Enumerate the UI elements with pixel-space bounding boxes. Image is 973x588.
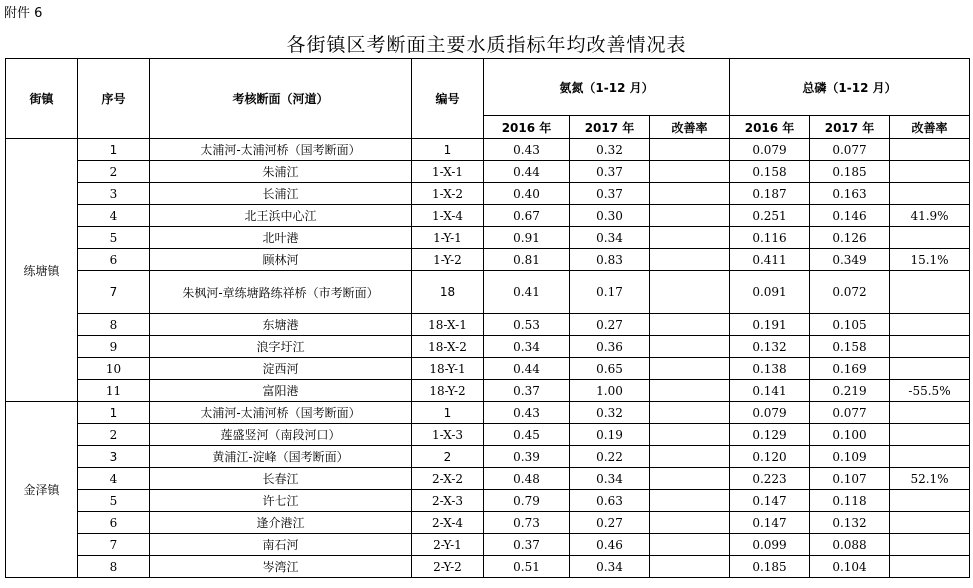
header-section: 考核断面（河道） xyxy=(150,59,412,139)
header-phosphorus-improve: 改善率 xyxy=(890,116,970,139)
ammonia-improve-cell xyxy=(650,468,730,490)
ammonia-improve-cell xyxy=(650,402,730,424)
ammonia-improve-cell xyxy=(650,227,730,249)
phosphorus-2016-cell: 0.147 xyxy=(730,490,810,512)
code-cell: 1-X-3 xyxy=(412,424,484,446)
phosphorus-2016-cell: 0.411 xyxy=(730,249,810,271)
phosphorus-2016-cell: 0.251 xyxy=(730,205,810,227)
phosphorus-2017-cell: 0.072 xyxy=(810,271,890,314)
ammonia-improve-cell xyxy=(650,534,730,556)
ammonia-improve-cell xyxy=(650,424,730,446)
ammonia-improve-cell xyxy=(650,249,730,271)
ammonia-improve-cell xyxy=(650,446,730,468)
code-cell: 1-Y-2 xyxy=(412,249,484,271)
ammonia-2017-cell: 0.83 xyxy=(570,249,650,271)
ammonia-2017-cell: 0.34 xyxy=(570,227,650,249)
header-ammonia: 氨氮（1-12 月） xyxy=(484,59,730,116)
ammonia-2016-cell: 0.41 xyxy=(484,271,570,314)
ammonia-2017-cell: 0.30 xyxy=(570,205,650,227)
ammonia-2017-cell: 0.22 xyxy=(570,446,650,468)
code-cell: 2 xyxy=(412,446,484,468)
ammonia-2017-cell: 0.32 xyxy=(570,139,650,161)
seq-cell: 6 xyxy=(78,249,150,271)
header-phosphorus-2017: 2017 年 xyxy=(810,116,890,139)
phosphorus-improve-cell: 15.1% xyxy=(890,249,970,271)
section-name-cell: 长春江 xyxy=(150,468,412,490)
code-cell: 2-Y-2 xyxy=(412,556,484,578)
table-body xyxy=(6,139,970,578)
phosphorus-improve-cell xyxy=(890,183,970,205)
phosphorus-2017-cell: 0.146 xyxy=(810,205,890,227)
table-row xyxy=(6,446,970,468)
phosphorus-improve-cell xyxy=(890,271,970,314)
phosphorus-2016-cell: 0.099 xyxy=(730,534,810,556)
ammonia-2016-cell: 0.67 xyxy=(484,205,570,227)
seq-cell: 2 xyxy=(78,161,150,183)
phosphorus-2017-cell: 0.077 xyxy=(810,402,890,424)
phosphorus-2016-cell: 0.191 xyxy=(730,314,810,336)
seq-cell: 3 xyxy=(78,446,150,468)
ammonia-2016-cell: 0.51 xyxy=(484,556,570,578)
ammonia-improve-cell xyxy=(650,139,730,161)
table-row xyxy=(6,271,970,314)
header-ammonia-2017: 2017 年 xyxy=(570,116,650,139)
ammonia-2016-cell: 0.44 xyxy=(484,161,570,183)
code-cell: 1-X-1 xyxy=(412,161,484,183)
ammonia-2016-cell: 0.53 xyxy=(484,314,570,336)
code-cell: 2-X-3 xyxy=(412,490,484,512)
phosphorus-2017-cell: 0.169 xyxy=(810,358,890,380)
phosphorus-improve-cell: -55.5% xyxy=(890,380,970,402)
section-name-cell: 南石河 xyxy=(150,534,412,556)
table-row xyxy=(6,402,970,424)
ammonia-improve-cell xyxy=(650,490,730,512)
phosphorus-improve-cell xyxy=(890,556,970,578)
ammonia-2017-cell: 0.63 xyxy=(570,490,650,512)
ammonia-2017-cell: 0.32 xyxy=(570,402,650,424)
section-name-cell: 北王浜中心江 xyxy=(150,205,412,227)
header-phosphorus-2016: 2016 年 xyxy=(730,116,810,139)
table-row xyxy=(6,380,970,402)
table-row xyxy=(6,227,970,249)
page-title: 各街镇区考断面主要水质指标年均改善情况表 xyxy=(286,34,687,56)
code-cell: 18-X-1 xyxy=(412,314,484,336)
ammonia-2017-cell: 0.37 xyxy=(570,161,650,183)
seq-cell: 1 xyxy=(78,139,150,161)
table-row xyxy=(6,468,970,490)
phosphorus-improve-cell xyxy=(890,534,970,556)
phosphorus-improve-cell xyxy=(890,512,970,534)
code-cell: 18-Y-2 xyxy=(412,380,484,402)
seq-cell: 7 xyxy=(78,271,150,314)
ammonia-2016-cell: 0.37 xyxy=(484,534,570,556)
phosphorus-improve-cell xyxy=(890,446,970,468)
section-name-cell: 浪字圩江 xyxy=(150,336,412,358)
section-name-cell: 岑湾江 xyxy=(150,556,412,578)
ammonia-improve-cell xyxy=(650,161,730,183)
seq-cell: 4 xyxy=(78,468,150,490)
phosphorus-2017-cell: 0.158 xyxy=(810,336,890,358)
phosphorus-2016-cell: 0.116 xyxy=(730,227,810,249)
ammonia-improve-cell xyxy=(650,205,730,227)
table-row xyxy=(6,336,970,358)
seq-cell: 7 xyxy=(78,534,150,556)
ammonia-improve-cell xyxy=(650,336,730,358)
phosphorus-2017-cell: 0.132 xyxy=(810,512,890,534)
phosphorus-improve-cell xyxy=(890,227,970,249)
code-cell: 18-X-2 xyxy=(412,336,484,358)
code-cell: 1 xyxy=(412,402,484,424)
ammonia-2016-cell: 0.43 xyxy=(484,139,570,161)
code-cell: 18 xyxy=(412,271,484,314)
seq-cell: 3 xyxy=(78,183,150,205)
section-name-cell: 东塘港 xyxy=(150,314,412,336)
ammonia-2017-cell: 0.19 xyxy=(570,424,650,446)
phosphorus-improve-cell: 52.1% xyxy=(890,468,970,490)
phosphorus-2017-cell: 0.126 xyxy=(810,227,890,249)
code-cell: 1-Y-1 xyxy=(412,227,484,249)
seq-cell: 5 xyxy=(78,490,150,512)
section-name-cell: 富阳港 xyxy=(150,380,412,402)
header-phosphorus: 总磷（1-12 月） xyxy=(730,59,970,116)
code-cell: 2-X-2 xyxy=(412,468,484,490)
code-cell: 18-Y-1 xyxy=(412,358,484,380)
section-name-cell: 顾林河 xyxy=(150,249,412,271)
header-ammonia-improve: 改善率 xyxy=(650,116,730,139)
phosphorus-2016-cell: 0.187 xyxy=(730,183,810,205)
section-name-cell: 长浦江 xyxy=(150,183,412,205)
ammonia-2016-cell: 0.73 xyxy=(484,512,570,534)
phosphorus-improve-cell xyxy=(890,314,970,336)
seq-cell: 4 xyxy=(78,205,150,227)
ammonia-2017-cell: 0.27 xyxy=(570,512,650,534)
section-name-cell: 逢介港江 xyxy=(150,512,412,534)
phosphorus-2016-cell: 0.091 xyxy=(730,271,810,314)
phosphorus-2017-cell: 0.219 xyxy=(810,380,890,402)
ammonia-improve-cell xyxy=(650,314,730,336)
section-name-cell: 朱浦江 xyxy=(150,161,412,183)
ammonia-2017-cell: 0.17 xyxy=(570,271,650,314)
table-row xyxy=(6,314,970,336)
phosphorus-2016-cell: 0.129 xyxy=(730,424,810,446)
ammonia-improve-cell xyxy=(650,556,730,578)
phosphorus-2017-cell: 0.109 xyxy=(810,446,890,468)
code-cell: 2-X-4 xyxy=(412,512,484,534)
seq-cell: 11 xyxy=(78,380,150,402)
section-name-cell: 太浦河-太浦河桥（国考断面） xyxy=(150,139,412,161)
ammonia-2016-cell: 0.37 xyxy=(484,380,570,402)
seq-cell: 8 xyxy=(78,556,150,578)
phosphorus-2016-cell: 0.138 xyxy=(730,358,810,380)
ammonia-improve-cell xyxy=(650,358,730,380)
ammonia-2016-cell: 0.79 xyxy=(484,490,570,512)
seq-cell: 10 xyxy=(78,358,150,380)
section-name-cell: 许七江 xyxy=(150,490,412,512)
phosphorus-2016-cell: 0.158 xyxy=(730,161,810,183)
ammonia-2016-cell: 0.81 xyxy=(484,249,570,271)
phosphorus-2017-cell: 0.088 xyxy=(810,534,890,556)
ammonia-2017-cell: 0.37 xyxy=(570,183,650,205)
phosphorus-2017-cell: 0.104 xyxy=(810,556,890,578)
phosphorus-2016-cell: 0.147 xyxy=(730,512,810,534)
seq-cell: 5 xyxy=(78,227,150,249)
attachment-label: 附件 6 xyxy=(4,6,43,21)
phosphorus-improve-cell xyxy=(890,490,970,512)
town-cell: 练塘镇 xyxy=(6,139,78,402)
ammonia-2017-cell: 0.27 xyxy=(570,314,650,336)
table-row xyxy=(6,139,970,161)
ammonia-2016-cell: 0.34 xyxy=(484,336,570,358)
header-seq: 序号 xyxy=(78,59,150,139)
phosphorus-improve-cell xyxy=(890,358,970,380)
phosphorus-2016-cell: 0.185 xyxy=(730,556,810,578)
ammonia-2016-cell: 0.44 xyxy=(484,358,570,380)
ammonia-improve-cell xyxy=(650,512,730,534)
phosphorus-improve-cell xyxy=(890,424,970,446)
ammonia-2016-cell: 0.43 xyxy=(484,402,570,424)
table-row xyxy=(6,205,970,227)
table-row xyxy=(6,424,970,446)
phosphorus-2017-cell: 0.105 xyxy=(810,314,890,336)
header-town: 街镇 xyxy=(6,59,78,139)
ammonia-2017-cell: 0.36 xyxy=(570,336,650,358)
phosphorus-2016-cell: 0.141 xyxy=(730,380,810,402)
phosphorus-2016-cell: 0.132 xyxy=(730,336,810,358)
ammonia-2016-cell: 0.40 xyxy=(484,183,570,205)
ammonia-2016-cell: 0.45 xyxy=(484,424,570,446)
water-quality-table xyxy=(5,58,970,578)
header-code: 编号 xyxy=(412,59,484,139)
phosphorus-2016-cell: 0.079 xyxy=(730,139,810,161)
table-row xyxy=(6,183,970,205)
phosphorus-improve-cell xyxy=(890,161,970,183)
section-name-cell: 朱枫河-章练塘路练祥桥（市考断面） xyxy=(150,271,412,314)
ammonia-2017-cell: 1.00 xyxy=(570,380,650,402)
table-row xyxy=(6,490,970,512)
table-row xyxy=(6,512,970,534)
ammonia-2016-cell: 0.91 xyxy=(484,227,570,249)
section-name-cell: 莲盛竖河（南段河口） xyxy=(150,424,412,446)
phosphorus-2017-cell: 0.100 xyxy=(810,424,890,446)
ammonia-2017-cell: 0.34 xyxy=(570,556,650,578)
phosphorus-2016-cell: 0.223 xyxy=(730,468,810,490)
table-row xyxy=(6,249,970,271)
seq-cell: 8 xyxy=(78,314,150,336)
seq-cell: 2 xyxy=(78,424,150,446)
phosphorus-2017-cell: 0.118 xyxy=(810,490,890,512)
code-cell: 1 xyxy=(412,139,484,161)
seq-cell: 9 xyxy=(78,336,150,358)
phosphorus-2017-cell: 0.185 xyxy=(810,161,890,183)
ammonia-2017-cell: 0.46 xyxy=(570,534,650,556)
code-cell: 1-X-2 xyxy=(412,183,484,205)
table-row xyxy=(6,534,970,556)
phosphorus-2017-cell: 0.107 xyxy=(810,468,890,490)
section-name-cell: 太浦河-太浦河桥（国考断面） xyxy=(150,402,412,424)
table-row xyxy=(6,358,970,380)
ammonia-2016-cell: 0.39 xyxy=(484,446,570,468)
code-cell: 2-Y-1 xyxy=(412,534,484,556)
phosphorus-2016-cell: 0.120 xyxy=(730,446,810,468)
table-row xyxy=(6,161,970,183)
phosphorus-improve-cell xyxy=(890,336,970,358)
phosphorus-improve-cell: 41.9% xyxy=(890,205,970,227)
code-cell: 1-X-4 xyxy=(412,205,484,227)
ammonia-improve-cell xyxy=(650,380,730,402)
town-cell: 金泽镇 xyxy=(6,402,78,578)
phosphorus-2016-cell: 0.079 xyxy=(730,402,810,424)
phosphorus-improve-cell xyxy=(890,402,970,424)
ammonia-improve-cell xyxy=(650,183,730,205)
table-row xyxy=(6,556,970,578)
ammonia-2016-cell: 0.48 xyxy=(484,468,570,490)
phosphorus-2017-cell: 0.349 xyxy=(810,249,890,271)
section-name-cell: 北叶港 xyxy=(150,227,412,249)
ammonia-improve-cell xyxy=(650,271,730,314)
section-name-cell: 淀西河 xyxy=(150,358,412,380)
seq-cell: 1 xyxy=(78,402,150,424)
phosphorus-2017-cell: 0.163 xyxy=(810,183,890,205)
ammonia-2017-cell: 0.34 xyxy=(570,468,650,490)
header-ammonia-2016: 2016 年 xyxy=(484,116,570,139)
ammonia-2017-cell: 0.65 xyxy=(570,358,650,380)
section-name-cell: 黄浦江-淀峰（国考断面） xyxy=(150,446,412,468)
phosphorus-2017-cell: 0.077 xyxy=(810,139,890,161)
phosphorus-improve-cell xyxy=(890,139,970,161)
seq-cell: 6 xyxy=(78,512,150,534)
